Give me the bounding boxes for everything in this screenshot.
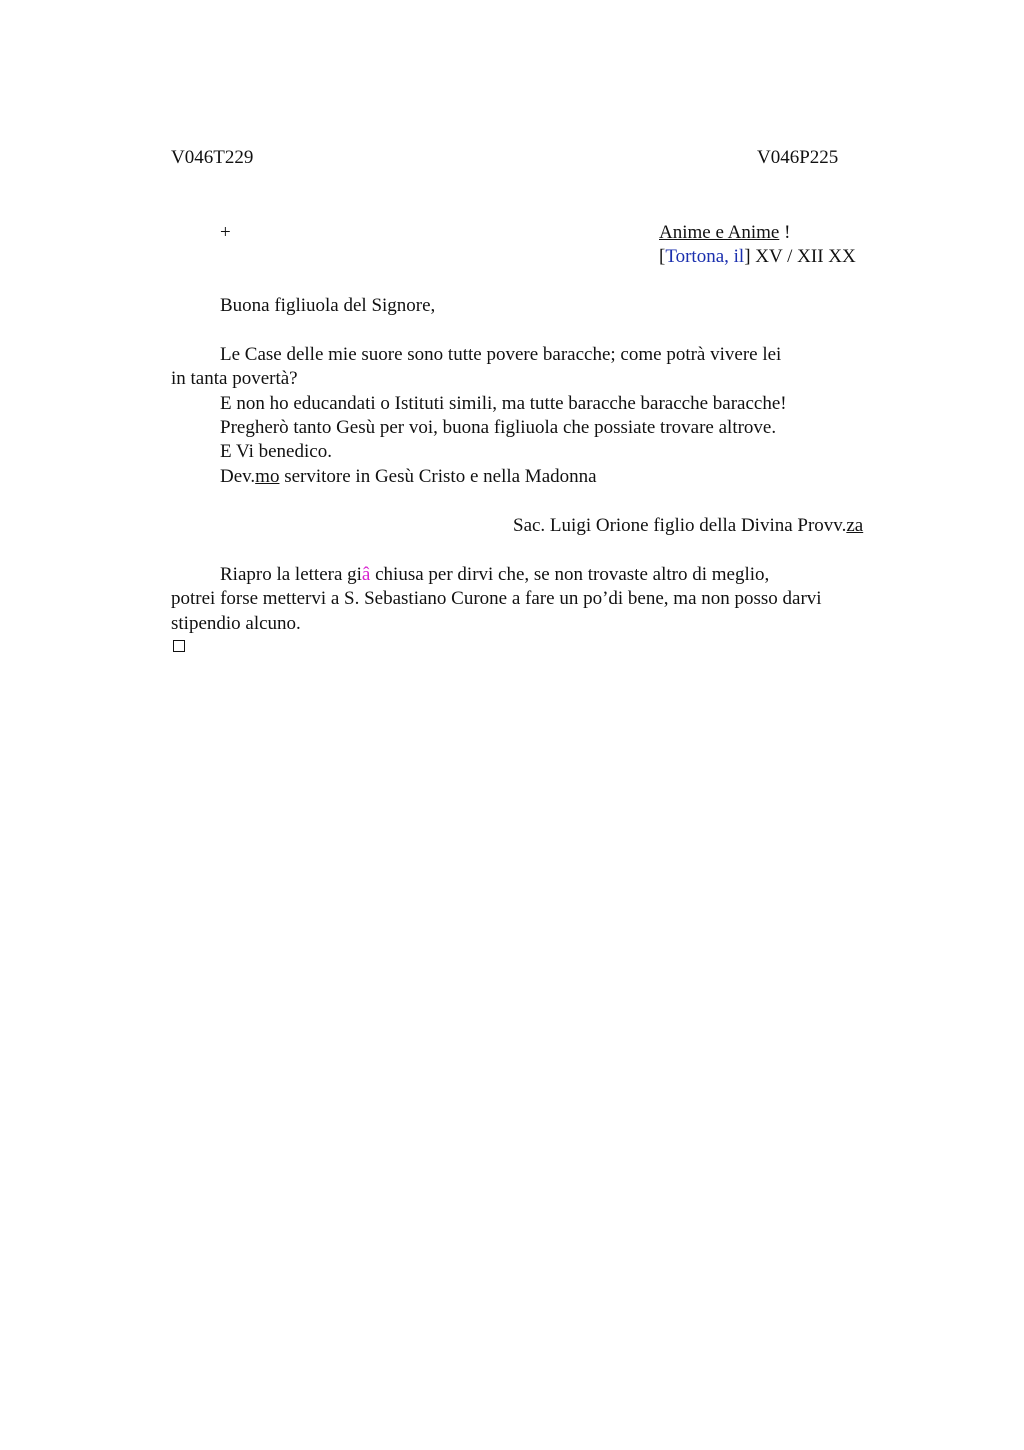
closing-abbr: mo bbox=[255, 466, 280, 487]
paragraph-2: E non ho educandati o Istituti simili, ma tutte baracche baracche baracche! bbox=[220, 393, 787, 414]
cross-mark: + bbox=[220, 222, 231, 243]
paragraph-4: E Vi benedico. bbox=[220, 441, 332, 462]
postscript-a: Riapro la lettera gi bbox=[220, 564, 362, 585]
greeting: Buona figliuola del Signore, bbox=[220, 295, 436, 316]
bracket-open: [ bbox=[659, 246, 666, 267]
closing-b: servitore in Gesù Cristo e nella Madonna bbox=[279, 466, 597, 487]
postscript-accent: â bbox=[361, 564, 371, 585]
end-mark-box bbox=[173, 640, 185, 652]
right-code: V046P225 bbox=[757, 147, 839, 168]
closing-line bbox=[220, 465, 597, 489]
signature-abbr: za bbox=[846, 515, 864, 536]
paragraph-1-line-1: Le Case delle mie suore sono tutte povere baracche; come potrà vivere lei bbox=[220, 344, 782, 365]
postscript-line-2: potrei forse mettervi a S. Sebastiano Curone a fare un po’di bene, ma non posso darvi bbox=[171, 588, 822, 609]
place: Tortona, il bbox=[665, 246, 745, 267]
postscript-b: chiusa per dirvi che, se non trovaste altro di meglio, bbox=[370, 564, 770, 585]
paragraph-3: Pregherò tanto Gesù per voi, buona figliuola che possiate trovare altrove. bbox=[220, 417, 777, 438]
motto: Anime e Anime bbox=[659, 222, 780, 243]
motto-mark: ! bbox=[779, 222, 791, 243]
place-date-line bbox=[659, 245, 856, 269]
date: XV / XII XX bbox=[750, 246, 856, 267]
paragraph-1-line-2: in tanta povertà? bbox=[171, 368, 298, 389]
motto-line bbox=[659, 221, 790, 245]
bracket-close: ] bbox=[744, 246, 751, 267]
postscript-line-1 bbox=[220, 563, 769, 587]
signature-text: Sac. Luigi Orione figlio della Divina Provv. bbox=[513, 515, 847, 536]
left-code: V046T229 bbox=[171, 147, 254, 168]
postscript-line-3: stipendio alcuno. bbox=[171, 613, 301, 634]
signature bbox=[513, 514, 863, 538]
closing-a: Dev. bbox=[220, 466, 256, 487]
